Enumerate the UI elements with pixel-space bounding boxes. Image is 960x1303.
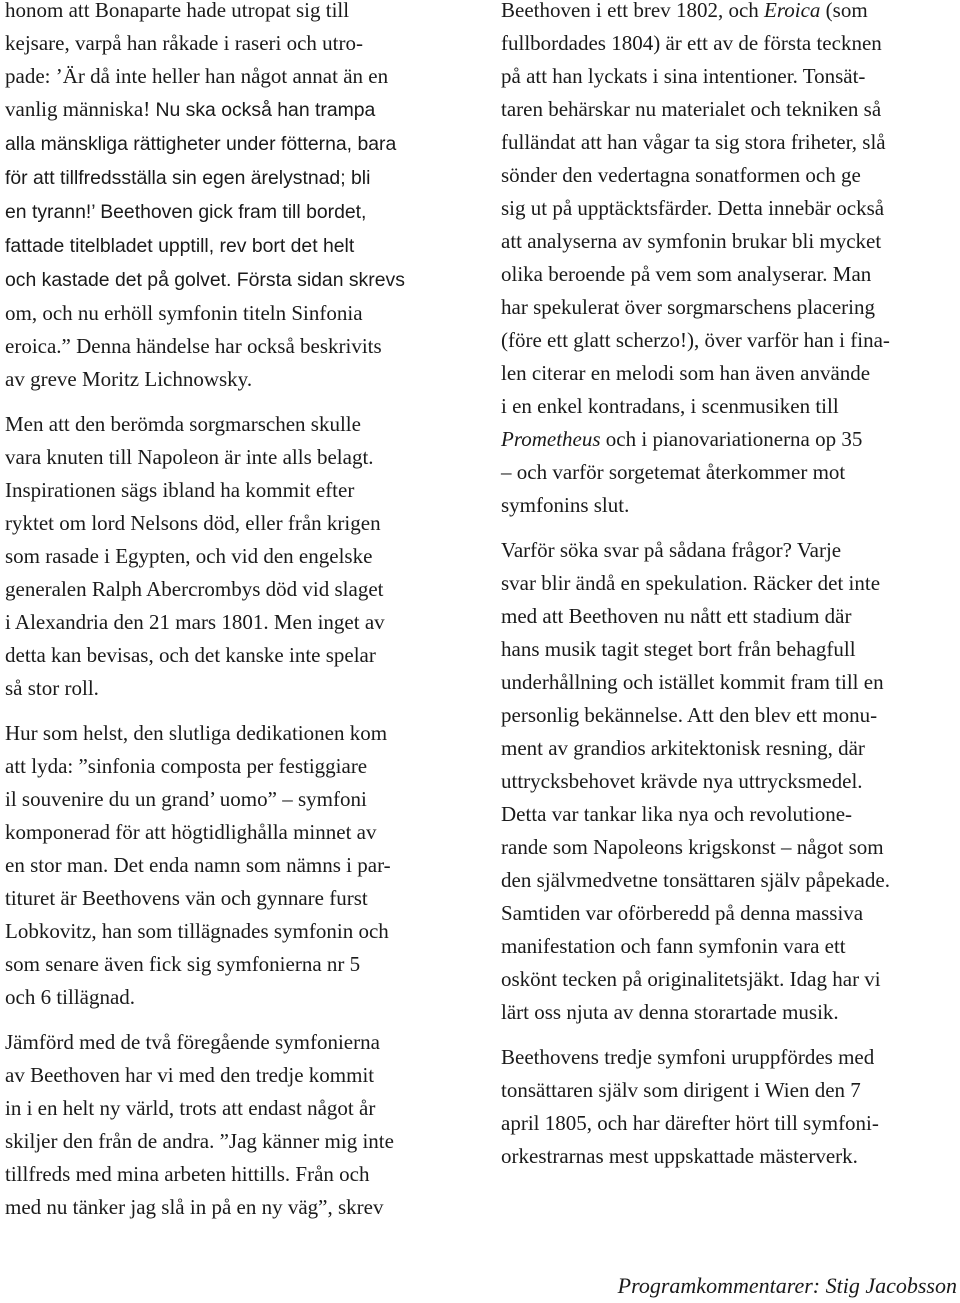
- text-segment: svar blir ändå en spekulation. Räcker det inte: [501, 571, 881, 595]
- text-line: [5, 1059, 465, 1092]
- text-line: [5, 363, 465, 396]
- paragraph: [501, 534, 958, 1029]
- text-line: [5, 816, 465, 849]
- text-line: [5, 849, 465, 882]
- text-line: [5, 672, 465, 705]
- text-segment: en tyrann!’: [5, 201, 101, 223]
- text-segment: tituret är Beethovens vän och gynnare furst: [5, 886, 368, 910]
- text-segment: Varför söka svar på sådana frågor? Varje: [501, 538, 842, 562]
- text-line: [5, 981, 465, 1014]
- left-column: [5, 0, 465, 1224]
- text-line: [5, 297, 465, 330]
- text-line: [501, 27, 958, 60]
- text-segment: komponerad för att högtidlighålla minnet av: [5, 820, 377, 844]
- paragraph-gap: [5, 396, 465, 408]
- text-segment: som rasade i Egypten, och vid den engelske: [5, 544, 373, 568]
- text-line: [5, 1125, 465, 1158]
- text-line: [5, 60, 465, 93]
- text-line: [5, 474, 465, 507]
- text-segment: av greve Moritz Lichnowsky.: [5, 367, 253, 391]
- paragraph-gap: [5, 1014, 465, 1026]
- text-line: [501, 60, 958, 93]
- text-segment: eroica.”: [5, 334, 77, 358]
- text-line: [501, 864, 958, 897]
- text-segment: Inspirationen sägs ibland ha kommit efter: [5, 478, 355, 502]
- text-segment: Prometheus: [501, 427, 601, 451]
- text-line: [501, 567, 958, 600]
- text-line: [5, 408, 465, 441]
- text-segment: och 6 tillägnad.: [5, 985, 136, 1009]
- text-segment: att lyda: ”sinfonia composta per festiggiare: [5, 754, 368, 778]
- text-line: [5, 195, 465, 229]
- text-line: [501, 1140, 958, 1173]
- text-segment: rande som Napoleons krigskonst – något som: [501, 835, 884, 859]
- text-segment: symfonins slut.: [501, 493, 630, 517]
- text-segment: Lobkovitz, han som tillägnades symfonin och: [5, 919, 389, 943]
- paragraph-gap: [5, 705, 465, 717]
- text-line: [501, 93, 958, 126]
- text-line: [5, 1026, 465, 1059]
- text-line: [5, 1092, 465, 1125]
- paragraph: [5, 0, 465, 396]
- text-segment: uttrycksbehovet krävde nya uttrycksmedel.: [501, 769, 863, 793]
- paragraph: [5, 1026, 465, 1224]
- text-segment: vara knuten till Napoleon är inte alls belagt.: [5, 445, 374, 469]
- text-segment: en stor man. Det enda namn som nämns i par-: [5, 853, 391, 877]
- paragraph-gap: [501, 1029, 958, 1041]
- text-segment: som senare även fick sig symfonierna nr 5: [5, 952, 361, 976]
- text-line: [5, 948, 465, 981]
- text-segment: Beethovens tredje symfoni uruppfördes med: [501, 1045, 875, 1069]
- text-segment: alla mänskliga rättigheter under fötterna, bara: [5, 133, 397, 155]
- text-line: [501, 324, 958, 357]
- text-segment: detta kan bevisas, och det kanske inte spelar: [5, 643, 376, 667]
- text-segment: Första sidan skrevs: [236, 269, 405, 291]
- text-segment: Nu ska också han trampa: [155, 99, 376, 121]
- text-segment: lärt oss njuta av denna storartade musik.: [501, 1000, 839, 1024]
- text-line: [501, 930, 958, 963]
- text-line: [501, 699, 958, 732]
- text-segment: il souvenire du un grand’ uomo” – symfoni: [5, 787, 367, 811]
- text-line: [5, 441, 465, 474]
- text-line: [5, 915, 465, 948]
- paragraph: [5, 408, 465, 705]
- text-segment: Denna händelse har också beskrivits: [76, 334, 382, 358]
- text-segment: tillfreds med mina arbeten hittills. Från och: [5, 1162, 370, 1186]
- text-line: [501, 1074, 958, 1107]
- text-segment: vanlig människa!: [5, 97, 156, 121]
- text-line: [501, 489, 958, 522]
- text-line: [501, 666, 958, 699]
- text-line: [501, 423, 958, 456]
- right-column: [501, 0, 958, 1173]
- text-segment: skiljer den från de andra. ”Jag känner mig inte: [5, 1129, 394, 1153]
- text-line: [5, 639, 465, 672]
- text-segment: oskönt tecken på originalitetsjäkt. Idag har vi: [501, 967, 881, 991]
- text-segment: hans musik tagit steget bort från behagfull: [501, 637, 856, 661]
- text-segment: (före ett glatt scherzo!), över varför han i fina-: [501, 328, 890, 352]
- text-segment: Jämförd med de två föregående symfonierna: [5, 1030, 380, 1054]
- text-line: [5, 93, 465, 127]
- text-segment: om, och nu erhöll symfonin titeln Sinfonia: [5, 301, 363, 325]
- text-segment: Detta var tankar lika nya och revolutione-: [501, 802, 853, 826]
- text-line: [501, 192, 958, 225]
- text-line: [501, 0, 958, 27]
- text-segment: för att tillfredsställa sin egen ärelystnad; bli: [5, 167, 371, 189]
- text-segment: har spekulerat över sorgmarschens placering: [501, 295, 875, 319]
- text-line: [5, 263, 465, 297]
- text-line: [5, 573, 465, 606]
- text-segment: Samtiden var oförberedd på denna massiva: [501, 901, 864, 925]
- text-line: [5, 882, 465, 915]
- text-line: [5, 783, 465, 816]
- text-line: [501, 291, 958, 324]
- text-segment: tonsättaren själv som dirigent i Wien den 7: [501, 1078, 861, 1102]
- text-line: [5, 27, 465, 60]
- text-line: [5, 229, 465, 263]
- text-segment: på att han lyckats i sina intentioner. Tonsät-: [501, 64, 866, 88]
- text-line: [501, 1107, 958, 1140]
- text-line: [501, 159, 958, 192]
- text-segment: med att Beethoven nu nått ett stadium där: [501, 604, 852, 628]
- text-line: [501, 633, 958, 666]
- text-segment: ryktet om lord Nelsons död, eller från krigen: [5, 511, 381, 535]
- text-line: [501, 258, 958, 291]
- text-line: [5, 1191, 465, 1224]
- text-line: [501, 1041, 958, 1074]
- paragraph-gap: [501, 522, 958, 534]
- text-segment: Beethoven i ett brev 1802, och: [501, 0, 765, 22]
- text-segment: sönder den vedertagna sonatformen och ge: [501, 163, 861, 187]
- text-line: [501, 357, 958, 390]
- text-segment: att analyserna av symfonin brukar bli mycket: [501, 229, 882, 253]
- text-segment: och kastade det på golvet.: [5, 269, 237, 291]
- text-line: [501, 126, 958, 159]
- text-segment: Beethoven gick fram till bordet,: [100, 201, 367, 223]
- text-line: [501, 534, 958, 567]
- text-segment: olika beroende på vem som analyserar. Man: [501, 262, 872, 286]
- text-segment: generalen Ralph Abercrombys död vid slaget: [5, 577, 384, 601]
- text-segment: sig ut på upptäcktsfärder. Detta innebär också: [501, 196, 885, 220]
- text-segment: taren behärskar nu materialet och tekniken så: [501, 97, 882, 121]
- text-segment: så stor roll.: [5, 676, 99, 700]
- text-segment: underhållning och istället kommit fram till en: [501, 670, 884, 694]
- text-line: [501, 732, 958, 765]
- text-line: [501, 390, 958, 423]
- text-line: [5, 717, 465, 750]
- text-segment: ment av grandios arkitektonisk resning, där: [501, 736, 865, 760]
- text-segment: (som: [820, 0, 868, 22]
- paragraph: [501, 1041, 958, 1173]
- text-line: [501, 225, 958, 258]
- text-line: [501, 963, 958, 996]
- text-segment: Hur som helst, den slutliga dedikationen kom: [5, 721, 388, 745]
- text-segment: i en enkel kontradans, i scenmusiken till: [501, 394, 839, 418]
- text-segment: kejsare, varpå han råkade i raseri och utro-: [5, 31, 363, 55]
- text-line: [5, 0, 465, 27]
- text-segment: len citerar en melodi som han även använde: [501, 361, 871, 385]
- text-line: [5, 507, 465, 540]
- text-line: [5, 750, 465, 783]
- text-segment: Men att den berömda sorgmarschen skulle: [5, 412, 361, 436]
- text-segment: av Beethoven har vi med den tredje kommit: [5, 1063, 375, 1087]
- text-segment: – och varför sorgetemat återkommer mot: [501, 460, 846, 484]
- text-segment: manifestation och fann symfonin vara ett: [501, 934, 846, 958]
- text-line: [501, 897, 958, 930]
- text-segment: orkestrarnas mest uppskattade mästerverk.: [501, 1144, 858, 1168]
- text-segment: i Alexandria den 21 mars 1801. Men inget av: [5, 610, 385, 634]
- text-segment: med nu tänker jag slå in på en ny väg”, skrev: [5, 1195, 384, 1219]
- text-line: [5, 606, 465, 639]
- text-line: [501, 831, 958, 864]
- program-notes-credit: Programkommentarer: Stig Jacobsson: [617, 1273, 957, 1298]
- text-segment: och i pianovariationerna op 35: [600, 427, 863, 451]
- paragraph: [5, 717, 465, 1014]
- text-line: [501, 996, 958, 1029]
- text-line: [501, 765, 958, 798]
- text-line: [501, 600, 958, 633]
- text-line: [5, 127, 465, 161]
- text-segment: april 1805, och har därefter hört till symfoni-: [501, 1111, 879, 1135]
- text-segment: personlig bekännelse. Att den blev ett monu-: [501, 703, 878, 727]
- paragraph: [501, 0, 958, 522]
- text-segment: den självmedvetne tonsättaren själv påpekade.: [501, 868, 890, 892]
- text-line: [5, 1158, 465, 1191]
- text-line: [5, 540, 465, 573]
- text-line: [501, 798, 958, 831]
- text-segment: fullbordades 1804) är ett av de första tecknen: [501, 31, 882, 55]
- text-segment: Eroica: [764, 0, 821, 22]
- text-line: [5, 330, 465, 363]
- text-segment: in i en helt ny värld, trots att endast något år: [5, 1096, 376, 1120]
- text-segment: fattade titelbladet upptill, rev bort det helt: [5, 235, 355, 257]
- text-line: [501, 456, 958, 489]
- text-segment: fulländat att han vågar ta sig stora friheter, slå: [501, 130, 886, 154]
- text-segment: honom att Bonaparte hade utropat sig till: [5, 0, 350, 22]
- text-line: [5, 161, 465, 195]
- text-segment: pade: ’Är då inte heller han något annat än en: [5, 64, 389, 88]
